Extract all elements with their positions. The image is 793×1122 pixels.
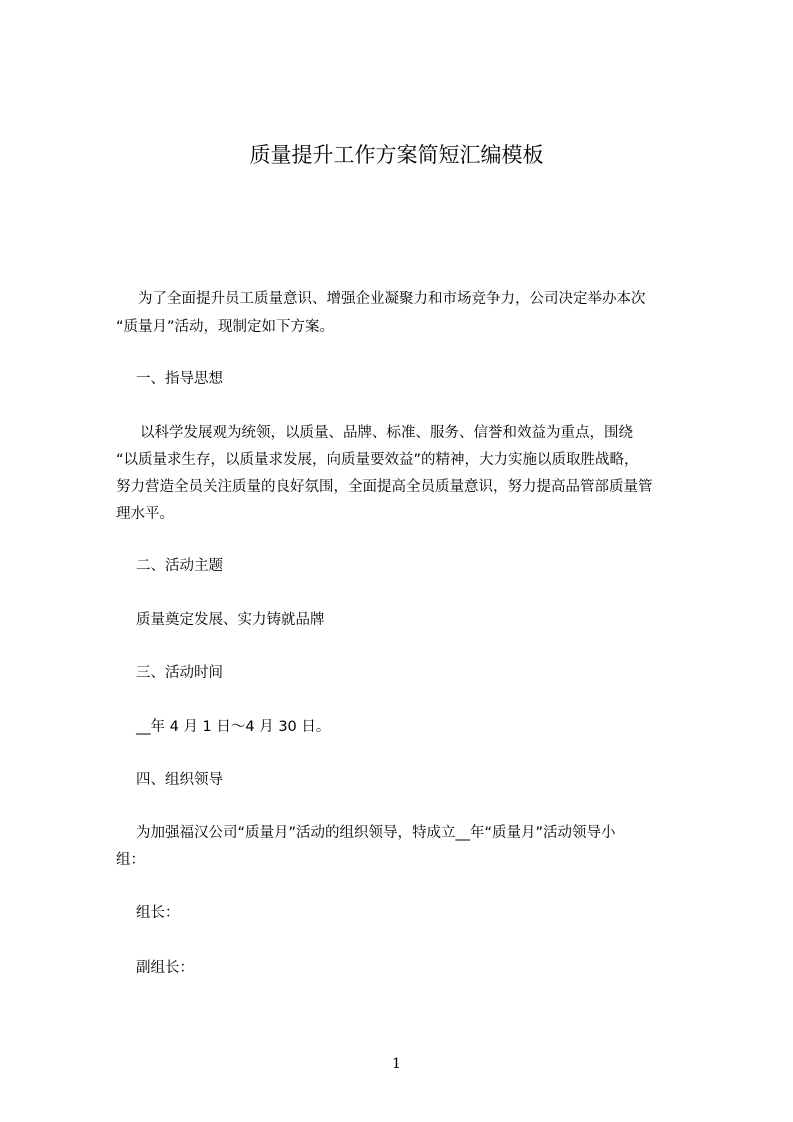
guiding-ideology-line-1: 以科学发展观为统领，以质量、品牌、标准、服务、信誉和效益为重点，围绕 — [140, 425, 633, 441]
intro-line-1: 为了全面提升员工质量意识、增强企业凝聚力和市场竞争力，公司决定举办本次 — [138, 291, 646, 307]
organization-line-2: 组： — [116, 852, 145, 868]
page-number: 1 — [392, 1056, 401, 1072]
guiding-ideology-line-2: “以质量求生存，以质量求发展，向质量要效益”的精神，大力实施以质取胜战略， — [116, 452, 639, 468]
deputy-leader-label: 副组长： — [136, 960, 194, 976]
activity-theme-content: 质量奠定发展、实力铸就品牌 — [136, 612, 325, 628]
section-heading-activity-theme: 二、活动主题 — [136, 558, 223, 574]
guiding-ideology-line-4: 理水平。 — [116, 506, 174, 522]
guiding-ideology-line-3: 努力营造全员关注质量的良好氛围，全面提高全员质量意识，努力提高品管部质量管 — [116, 479, 653, 495]
intro-line-2: “质量月”活动，现制定如下方案。 — [116, 319, 335, 335]
section-heading-organization: 四、组织领导 — [136, 772, 223, 788]
section-heading-guiding-ideology: 一、指导思想 — [136, 371, 223, 387]
activity-time-content: __年 4 月 1 日～4 月 30 日。 — [136, 719, 331, 735]
organization-line-1: 为加强福汉公司“质量月”活动的组织领导，特成立__年“质量月”活动领导小 — [136, 825, 616, 841]
document-title: 质量提升工作方案简短汇编模板 — [249, 143, 544, 167]
section-heading-activity-time: 三、活动时间 — [136, 665, 223, 681]
group-leader-label: 组长： — [136, 905, 180, 921]
